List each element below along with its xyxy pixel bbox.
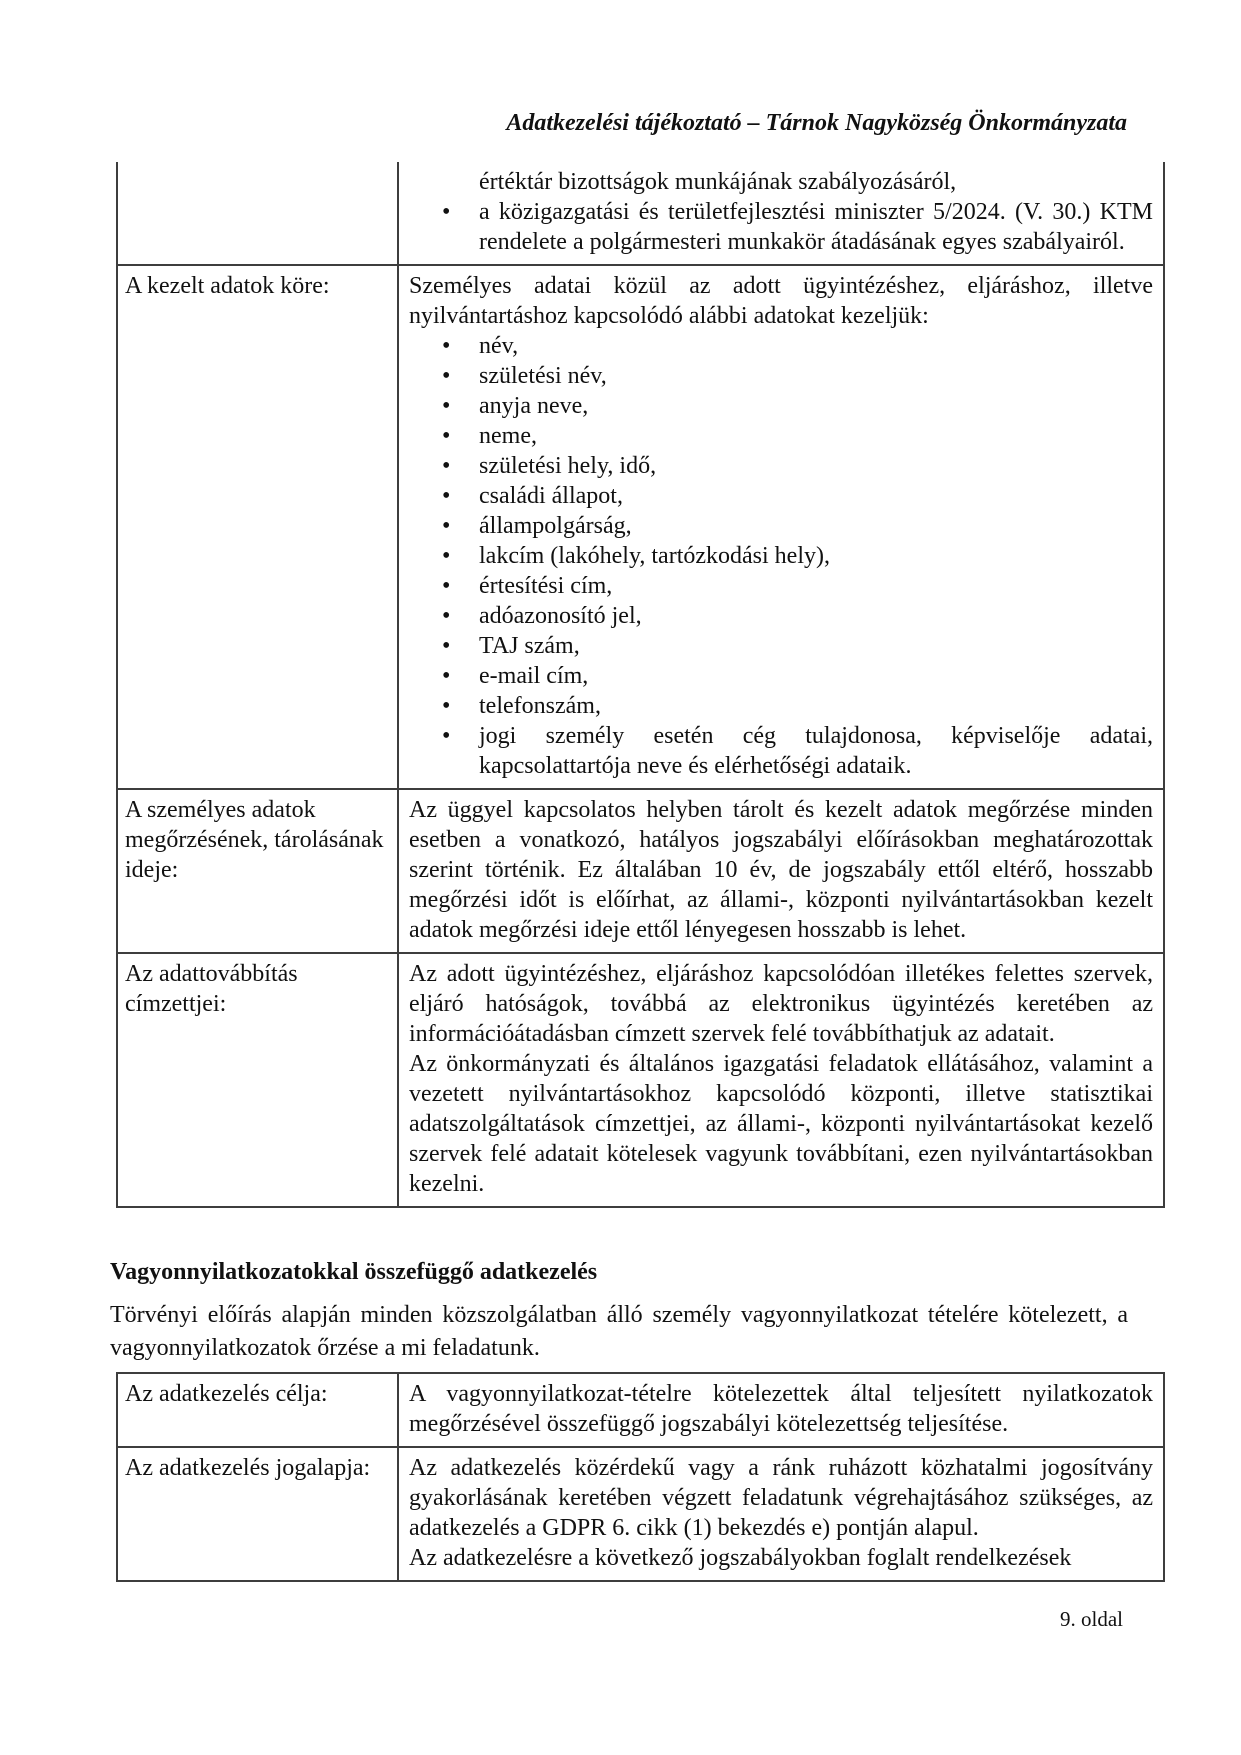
document-header-title: Adatkezelési tájékoztató – Tárnok Nagyközség Önkormányzata [506, 110, 1127, 136]
row-value-cell [398, 1447, 1164, 1581]
row-label-cell: A kezelt adatok köre: [117, 265, 398, 789]
cell-paragraph: Az adatkezelés közérdekű vagy a ránk ruházott közhatalmi jogosítvány gyakorlásának keretében végzett feladatunk végrehajtásához szükséges, az adatkezelés a GDPR 6. cikk (1) bekezdés e) pontján alapul. [409, 1455, 1153, 1541]
cell-paragraph: Személyes adatai közül az adott ügyintézéshez, eljáráshoz, illetve nyilvántartáshoz kapcsolódó alábbi adatokat kezeljük: [409, 273, 1153, 329]
row-value-cell [398, 789, 1164, 953]
bullet-item: • jogi személy esetén cég tulajdonosa, képviselője adatai, kapcsolattartója neve és elérhetőségi adataik. [409, 721, 1153, 781]
row-label-cell: A személyes adatok megőrzésének, tárolásának ideje: [117, 789, 398, 953]
table-row-adattovabbitas [117, 953, 1164, 1207]
row-label-cell [117, 162, 398, 265]
bullet-item: • állampolgárság, [409, 511, 1153, 541]
row-label-cell: Az adattovábbítás címzettjei: [117, 953, 398, 1207]
table-row-jogalap [117, 1447, 1164, 1581]
bullet-item: • TAJ szám, [409, 631, 1153, 661]
bullet-item-continuation: értéktár bizottságok munkájának szabályozásáról, [479, 169, 957, 195]
table-row-kezelt-adatok [117, 265, 1164, 789]
cell-paragraph: Az üggyel kapcsolatos helyben tárolt és kezelt adatok megőrzése minden esetben a vonatkozó, hatályos jogszabályi előírásokban meghatározottak szerint történik. Ez általában 10 év, de jogszabály ettől eltérő, hosszabb megőrzési időt is előírhat, az állami-, központi nyilvántartásokban kezelt adatok megőrzési ideje ettől lényegesen hosszabb is lehet. [409, 797, 1153, 943]
bullet-list [409, 331, 1153, 781]
table-row-megorzes [117, 789, 1164, 953]
bullet-item: • neme, [409, 421, 1153, 451]
case-data-table-body [117, 162, 1164, 1207]
intro-paragraph: Törvényi előírás alapján minden közszolgálatban álló személy vagyonnyilatkozat tételére kötelezett, a vagyonnyilatkozatok őrzése a mi feladatunk. [110, 1302, 1128, 1361]
bullet-item: • családi állapot, [409, 481, 1153, 511]
cell-paragraph: Az adatkezelésre a következő jogszabályokban foglalt rendelkezések [409, 1545, 1072, 1571]
row-value-cell [398, 162, 1164, 265]
bullet-item: • születési név, [409, 361, 1153, 391]
bullet-item: • a közigazgatási és területfejlesztési miniszter 5/2024. (V. 30.) KTM rendelete a polgármesteri munkakör átadásának egyes szabályairól. [409, 197, 1153, 257]
table-row-cel [117, 1373, 1164, 1447]
vagyonnyilatkozat-table-body [117, 1373, 1164, 1581]
row-label-cell: Az adatkezelés célja: [117, 1373, 398, 1447]
row-value-cell [398, 265, 1164, 789]
bullet-item: • telefonszám, [409, 691, 1153, 721]
bullet-item: • lakcím (lakóhely, tartózkodási hely), [409, 541, 1153, 571]
case-data-table [116, 162, 1165, 1208]
cell-paragraph: Az önkormányzati és általános igazgatási feladatok ellátásához, valamint a vezetett nyilvántartásokhoz kapcsolódó központi, illetve statisztikai adatszolgáltatások címzettjei, az állami-, központi nyilvántartásokat kezelő szervek felé adatait kötelesek vagyunk továbbítani, ezen nyilvántartásokban kezelni. [409, 1051, 1153, 1197]
bullet-item: • név, [409, 331, 1153, 361]
vagyonnyilatkozat-table [116, 1372, 1165, 1582]
bullet-item: • e-mail cím, [409, 661, 1153, 691]
bullet-item: • anyja neve, [409, 391, 1153, 421]
bullet-list [409, 167, 1153, 257]
row-label-cell: Az adatkezelés jogalapja: [117, 1447, 398, 1581]
bullet-item: • értesítési cím, [409, 571, 1153, 601]
section-heading: Vagyonnyilatkozatokkal összefüggő adatkezelés [110, 1259, 598, 1285]
table-row-continuation [117, 162, 1164, 265]
row-value-cell [398, 1373, 1164, 1447]
cell-paragraph: A vagyonnyilatkozat-tételre kötelezettek által teljesített nyilatkozatok megőrzésével összefüggő jogszabályi kötelezettség teljesítése. [409, 1381, 1153, 1437]
bullet-item: • születési hely, idő, [409, 451, 1153, 481]
page-number: 9. oldal [1060, 1607, 1123, 1631]
row-value-cell [398, 953, 1164, 1207]
cell-paragraph: Az adott ügyintézéshez, eljáráshoz kapcsolódóan illetékes felettes szervek, eljáró hatóságok, továbbá az elektronikus ügyintézés keretében az információátadásban címzett szervek felé továbbíthatjuk az adatait. [409, 961, 1153, 1047]
bullet-item: • adóazonosító jel, [409, 601, 1153, 631]
